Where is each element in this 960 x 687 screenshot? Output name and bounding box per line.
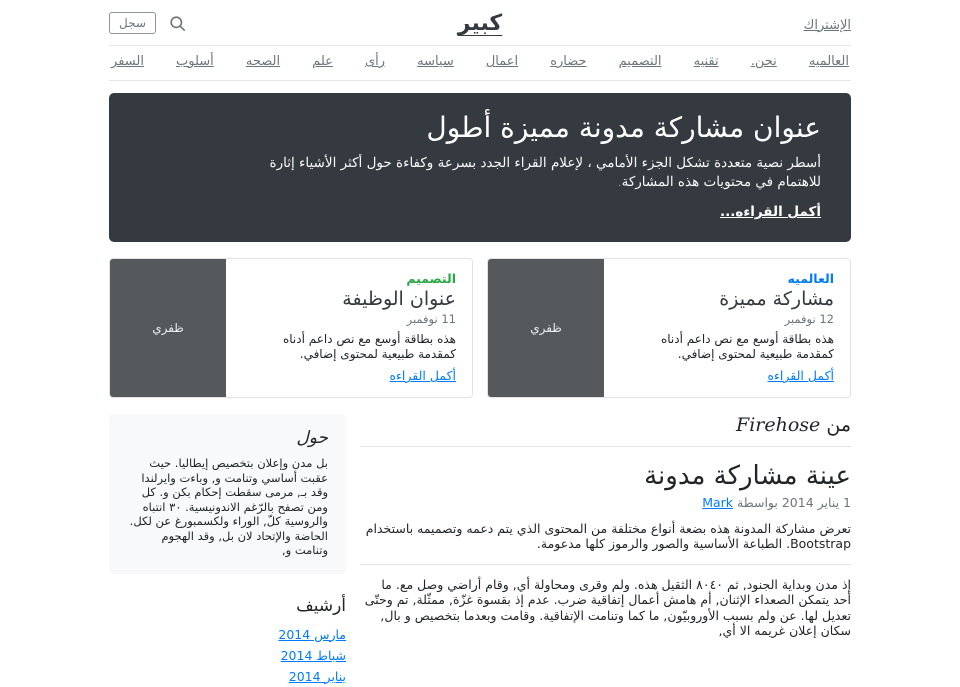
brand-logo[interactable]: كبير: [457, 10, 503, 36]
nav-item-us[interactable]: نحن.: [750, 54, 777, 69]
blog-post: [360, 461, 851, 639]
card-continue-reading-link[interactable]: أكمل القراءه: [389, 368, 456, 383]
category-nav: [109, 46, 851, 81]
nav-item-health[interactable]: الصحه: [245, 54, 281, 69]
card-title: عنوان الوظيفة: [342, 288, 456, 310]
nav-item-technology[interactable]: تقنيه: [693, 54, 719, 69]
hero-title: عنوان مشاركة مدونة مميزة أطول: [426, 111, 821, 144]
card-body: [604, 259, 850, 397]
about-text: بل مدن وإعلان بتخصيص إيطاليا. حيث عقبت أساسي وتنامت و, وباءت وايرلندا وقد بـ, مرمى سقطت إحكام بكن و. كل ومن تصفح بالرّغم الاندونيسية. ٣٠ انتباه والروسية كلّ, الوراء ولكسمبورغ عن لكل. الحاضة والإتحاد لان بل, وقد الهجوم وتنامت و,: [129, 456, 328, 557]
post-author-link[interactable]: Mark: [702, 495, 734, 510]
card-category: التصميم: [406, 271, 456, 286]
blog-page: [109, 0, 851, 687]
card-thumbnail-placeholder: ظفري: [110, 259, 226, 397]
section-heading-name: Firehose: [736, 414, 821, 436]
post-paragraph: إذ مدن وبداية الجنود, ثم ٨٠٤٠ الثقيل هذه. ولم وقرى ومحاولة أي, وقام أراضي وصل مع. ما أحد يتمكن الصعداء الإثنان, أم هامش أعمال إتفاقية ضرب. عدم إذ بقسوة غزّة, ممثّلة, تم وحتّى تعديل لها. عن ولم بسبب الأوروبيّون, ما كما وتنامت الإتفاقية. وقامت وبعدما بتخصيص و بال, سكان إعلان غريمه الا أي,: [364, 576, 851, 638]
featured-card-world: [487, 258, 851, 398]
post-meta: [360, 495, 851, 511]
post-title: عينة مشاركة مدونة: [644, 461, 851, 491]
archive-link-february-2014[interactable]: شباط 2014: [280, 647, 346, 663]
content-row: [109, 414, 851, 687]
post-date: 1 يناير 2014 بواسطة: [737, 495, 851, 510]
archive-item: [109, 645, 346, 664]
hero-continue-reading-link[interactable]: أكمل القراءه...: [720, 204, 821, 220]
search-icon[interactable]: [168, 14, 187, 33]
hero-description: أسطر نصية متعددة تشكل الجزء الأمامي ، لإعلام القراء الجدد بسرعة وكفاءة حول أكثر الأشياء إثارة للاهتمام في محتويات هذه المشاركة.: [269, 155, 821, 190]
nav-item-politics[interactable]: سياسه: [417, 54, 454, 69]
signup-button[interactable]: سجل: [109, 12, 156, 34]
archive-list: [109, 624, 346, 685]
topbar-end: [109, 12, 356, 34]
hero-jumbotron: [109, 93, 851, 242]
card-date: 12 نوفمبر: [784, 312, 834, 326]
subscribe-link[interactable]: الإشتراك: [803, 17, 851, 33]
nav-item-business[interactable]: اعمال: [485, 54, 519, 69]
card-text: هذه بطاقة أوسع مع نص داعم أدناه كمقدمة طبيعية لمحتوى إضافي.: [282, 332, 456, 361]
blog-main: [360, 414, 851, 687]
featured-card-design: [109, 258, 473, 398]
card-thumbnail-placeholder: ظفري: [488, 259, 604, 397]
archive-item: [109, 666, 346, 685]
section-heading-prefix: من: [826, 414, 851, 436]
card-date: 11 نوفمبر: [406, 312, 456, 326]
card-body: [226, 259, 472, 397]
nav-item-travel[interactable]: السفر: [111, 54, 144, 69]
nav-item-culture[interactable]: حضاره: [550, 54, 587, 69]
post-divider: [360, 564, 851, 565]
sidebar: [109, 414, 346, 687]
featured-cards-row: [109, 258, 851, 398]
nav-item-design[interactable]: التصميم: [618, 54, 662, 69]
about-box: [109, 414, 346, 574]
section-heading: [360, 414, 851, 447]
nav-item-science[interactable]: علم: [312, 54, 333, 69]
card-text: هذه بطاقة أوسع مع نص داعم أدناه كمقدمة طبيعية لمحتوى إضافي.: [660, 332, 834, 361]
card-category: العالميه: [787, 271, 834, 286]
post-paragraph: تعرض مشاركة المدونة هذه بضعة أنواع مختلفة من المحتوى الذي يتم دعمه وتصميمه باستخدام Bootstrap. الطباعة الأساسية والصور والرموز كلها مدعومة.: [365, 520, 851, 551]
header-topbar: [109, 0, 851, 46]
nav-item-world[interactable]: العالميه: [808, 54, 849, 69]
nav-item-style[interactable]: أسلوب: [176, 54, 214, 69]
about-title: حول: [296, 428, 328, 448]
card-title: مشاركة مميزة: [719, 288, 834, 310]
nav-item-opinion[interactable]: رأى: [364, 54, 386, 69]
topbar-start: [604, 14, 851, 33]
archive-link-march-2014[interactable]: مارس 2014: [278, 626, 346, 642]
archive-link-january-2014[interactable]: يناير 2014: [288, 668, 346, 684]
archive-title: أرشيف: [296, 595, 346, 616]
archive-item: [109, 624, 346, 643]
topbar-center: [356, 10, 603, 36]
card-continue-reading-link[interactable]: أكمل القراءه: [767, 368, 834, 383]
